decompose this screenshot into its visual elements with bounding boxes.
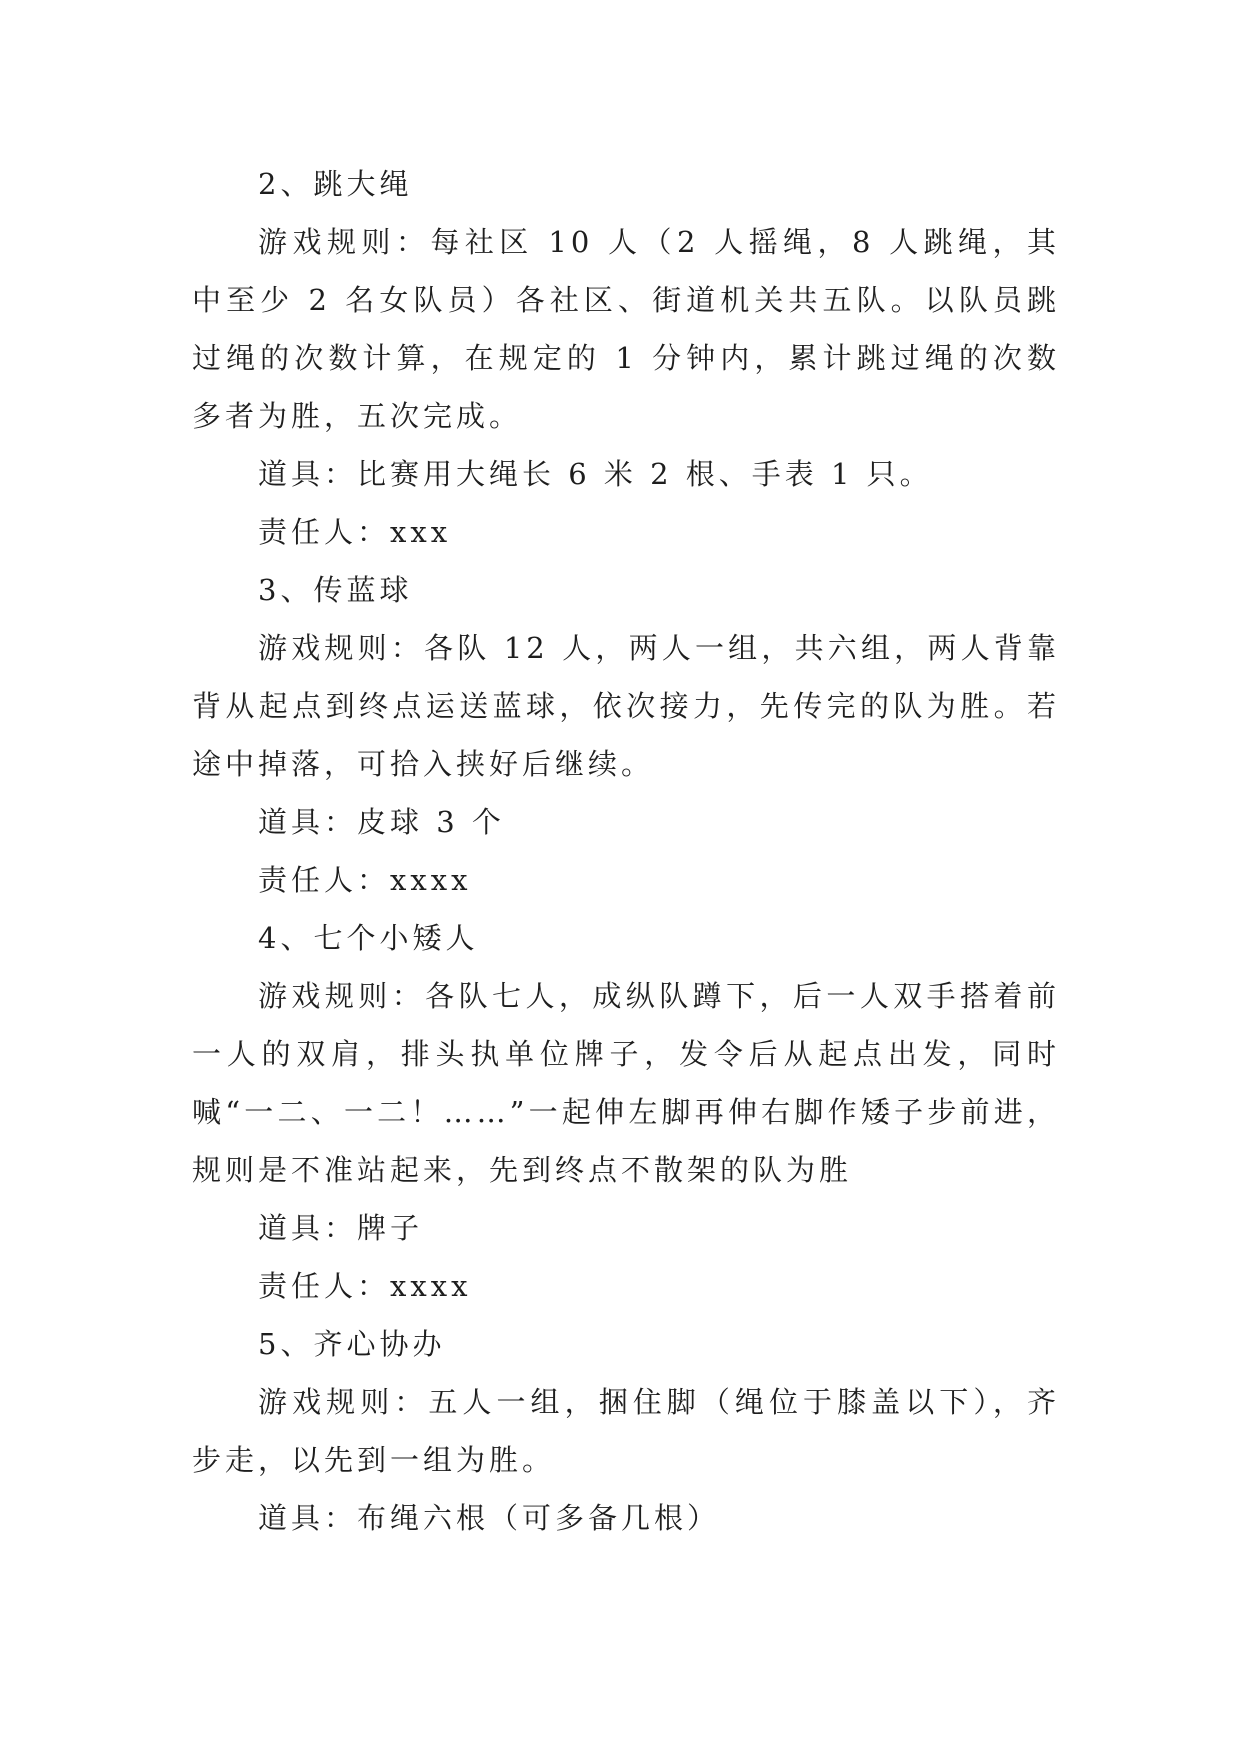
jump-rope-equipment: 道具：比赛用大绳长 6 米 2 根、手表 1 只。 — [258, 457, 933, 491]
jump-rope-rules: 游戏规则：每社区 10 人（2 人摇绳，8 人跳绳，其中至少 2 名女队员）各社区、街道机关共五队。以队员跳过绳的次数计算，在规定的 1 分钟内，累计跳过绳的次数多者为胜，五次完成。 — [192, 225, 1060, 433]
seven-dwarfs-equipment: 道具：牌子 — [258, 1211, 424, 1245]
section-heading-jump-rope: 2、跳大绳 — [258, 167, 413, 201]
seven-dwarfs-person-in-charge: 责任人：xxxx — [258, 1269, 472, 1303]
basketball-relay-person-in-charge: 责任人：xxxx — [258, 863, 472, 897]
seven-dwarfs-rules: 游戏规则：各队七人，成纵队蹲下，后一人双手搭着前一人的双肩，排头执单位牌子，发令后从起点出发，同时喊“一二、一二！……”一起伸左脚再伸右脚作矮子步前进，规则是不准站起来，先到终点不散架的队为胜 — [192, 979, 1060, 1187]
section-heading-basketball-relay: 3、传蓝球 — [258, 573, 413, 607]
basketball-relay-rules: 游戏规则：各队 12 人，两人一组，共六组，两人背靠背从起点到终点运送蓝球，依次接力，先传完的队为胜。若途中掉落，可拾入挟好后继续。 — [192, 631, 1060, 781]
basketball-relay-equipment: 道具：皮球 3 个 — [258, 805, 505, 839]
teamwork-rules: 游戏规则：五人一组，捆住脚（绳位于膝盖以下），齐步走，以先到一组为胜。 — [192, 1385, 1060, 1477]
jump-rope-person-in-charge: 责任人：xxx — [258, 515, 452, 549]
teamwork-equipment: 道具：布绳六根（可多备几根） — [258, 1501, 721, 1535]
document-body — [192, 155, 1060, 1547]
section-heading-teamwork: 5、齐心协办 — [258, 1327, 446, 1361]
section-heading-seven-dwarfs: 4、七个小矮人 — [258, 921, 479, 955]
